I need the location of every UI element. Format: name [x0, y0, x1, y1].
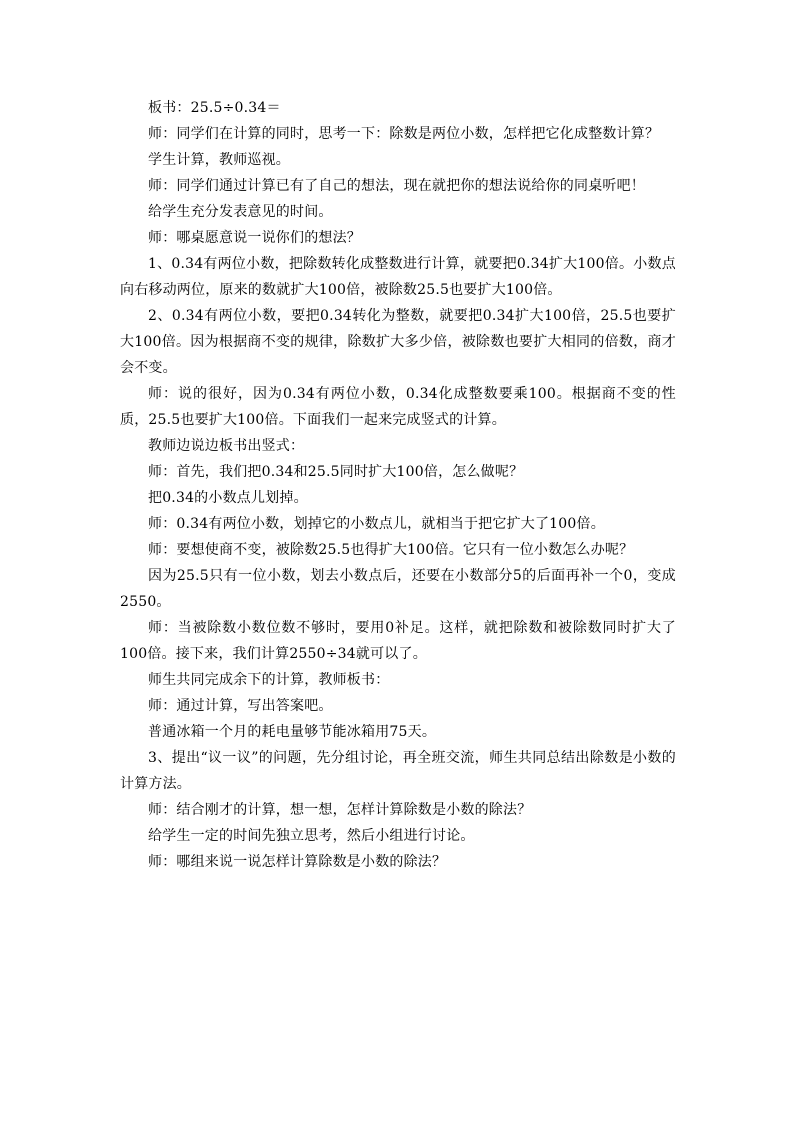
paragraph: 师：说的很好，因为0.34有两位小数，0.34化成整数要乘100。根据商不变的性质，25.5也要扩大100倍。下面我们一起来完成竖式的计算。	[120, 386, 676, 428]
paragraph: 学生计算，教师巡视。	[148, 152, 290, 168]
paragraph: 师：0.34有两位小数，划掉它的小数点儿，就相当于把它扩大了100倍。	[148, 516, 605, 532]
paragraph: 普通冰箱一个月的耗电量够节能冰箱用75天。	[148, 724, 437, 740]
paragraph: 师：结合刚才的计算，想一想，怎样计算除数是小数的除法？	[148, 802, 532, 818]
paragraph: 师生共同完成余下的计算，教师板书：	[148, 672, 390, 688]
paragraph: 教师边说边板书出竖式：	[148, 438, 305, 454]
paragraph: 给学生充分发表意见的时间。	[148, 204, 333, 220]
paragraph: 师：当被除数小数位数不够时，要用0补足。这样，就把除数和被除数同时扩大了100倍。接下来，我们计算2550÷34就可以了。	[120, 620, 676, 662]
paragraph: 2、0.34有两位小数，要把0.34转化为整数，就要把0.34扩大100倍，25.5也要扩大100倍。因为根据商不变的规律，除数扩大多少倍，被除数也要扩大相同的倍数，商才会不变。	[120, 308, 676, 376]
paragraph: 师：哪组来说一说怎样计算除数是小数的除法？	[148, 854, 447, 870]
paragraph: 师：首先，我们把0.34和25.5同时扩大100倍，怎么做呢？	[148, 464, 524, 480]
paragraph: 师：同学们在计算的同时，思考一下：除数是两位小数，怎样把它化成整数计算？	[148, 126, 660, 142]
paragraph: 师：通过计算，写出答案吧。	[148, 698, 333, 714]
paragraph: 因为25.5只有一位小数，划去小数点后，还要在小数部分5的后面再补一个0，变成2550。	[120, 568, 676, 610]
paragraph: 1、0.34有两位小数，把除数转化成整数进行计算，就要把0.34扩大100倍。小数点向右移动两位，原来的数就扩大100倍，被除数25.5也要扩大100倍。	[120, 256, 676, 298]
paragraph: 给学生一定的时间先独立思考，然后小组进行讨论。	[148, 828, 475, 844]
paragraph: 师：哪桌愿意说一说你们的想法？	[148, 230, 361, 246]
paragraph: 板书：25.5÷0.34＝	[148, 100, 281, 116]
paragraph: 师：要想使商不变，被除数25.5也得扩大100倍。它只有一位小数怎么办呢？	[148, 542, 634, 558]
paragraph: 把0.34的小数点儿划掉。	[148, 490, 308, 506]
document-page	[120, 95, 676, 875]
paragraph: 3、提出“议一议”的问题，先分组讨论，再全班交流，师生共同总结出除数是小数的计算方法。	[120, 750, 676, 792]
paragraph: 师：同学们通过计算已有了自己的想法，现在就把你的想法说给你的同桌听吧！	[148, 178, 645, 194]
